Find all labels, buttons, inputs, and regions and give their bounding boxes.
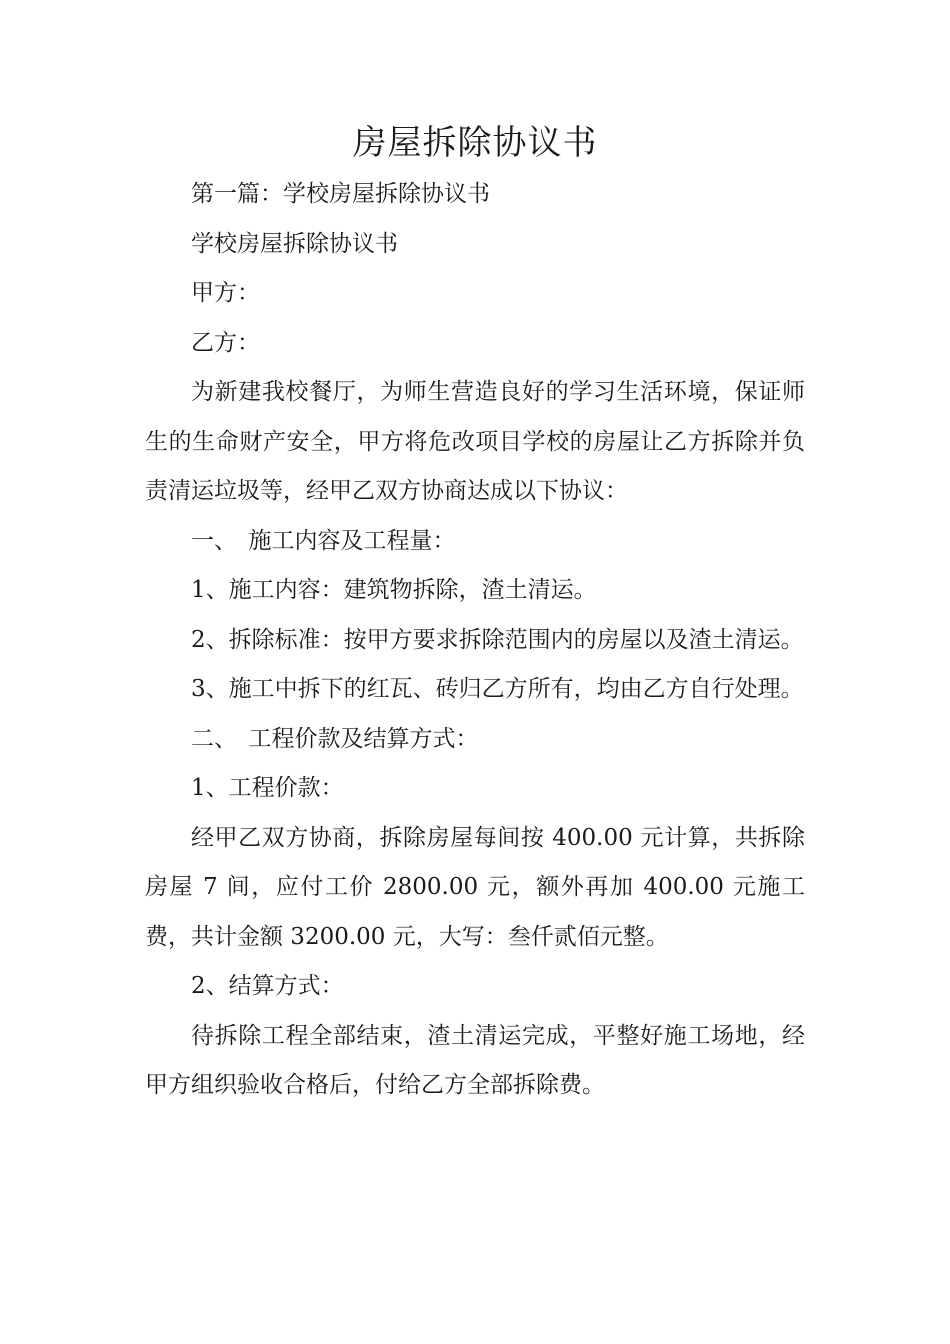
price-paragraph: 经甲乙双方协商，拆除房屋每间按 400.00 元计算，共拆除房屋 7 间，应付工价 2800.00 元，额外再加 400.00 元施工费，共计金额 3200.00 元，大写：叁仟贰佰元整。	[145, 824, 805, 950]
section-heading: 第一篇：学校房屋拆除协议书	[191, 181, 490, 207]
clause-item: 1、工程价款：	[191, 775, 344, 801]
clause-item: 2、拆除标准：按甲方要求拆除范围内的房屋以及渣土清运。	[191, 626, 804, 653]
agreement-subtitle: 学校房屋拆除协议书	[191, 230, 398, 257]
settlement-paragraph: 待拆除工程全部结束，渣土清运完成，平整好施工场地，经甲方组织验收合格后，付给乙方全部拆除费。	[145, 1022, 805, 1098]
clause-heading-1: 一、 施工内容及工程量：	[191, 527, 456, 554]
party-a-line: 甲方：	[191, 280, 260, 306]
clause-item: 2、结算方式：	[191, 973, 344, 999]
party-b-line: 乙方：	[191, 329, 260, 356]
document-title: 房屋拆除协议书	[352, 123, 598, 163]
clause-item: 1、施工内容：建筑物拆除，渣土清运。	[191, 577, 597, 603]
document-body	[145, 170, 805, 1111]
preamble-paragraph: 为新建我校餐厅，为师生营造良好的学习生活环境，保证师生的生命财产安全，甲方将危改项目学校的房屋让乙方拆除并负责清运垃圾等，经甲乙双方协商达成以下协议：	[145, 379, 805, 504]
clause-item: 3、施工中拆下的红瓦、砖归乙方所有，均由乙方自行处理。	[191, 676, 804, 702]
clause-heading-2: 二、 工程价款及结算方式：	[191, 725, 479, 752]
